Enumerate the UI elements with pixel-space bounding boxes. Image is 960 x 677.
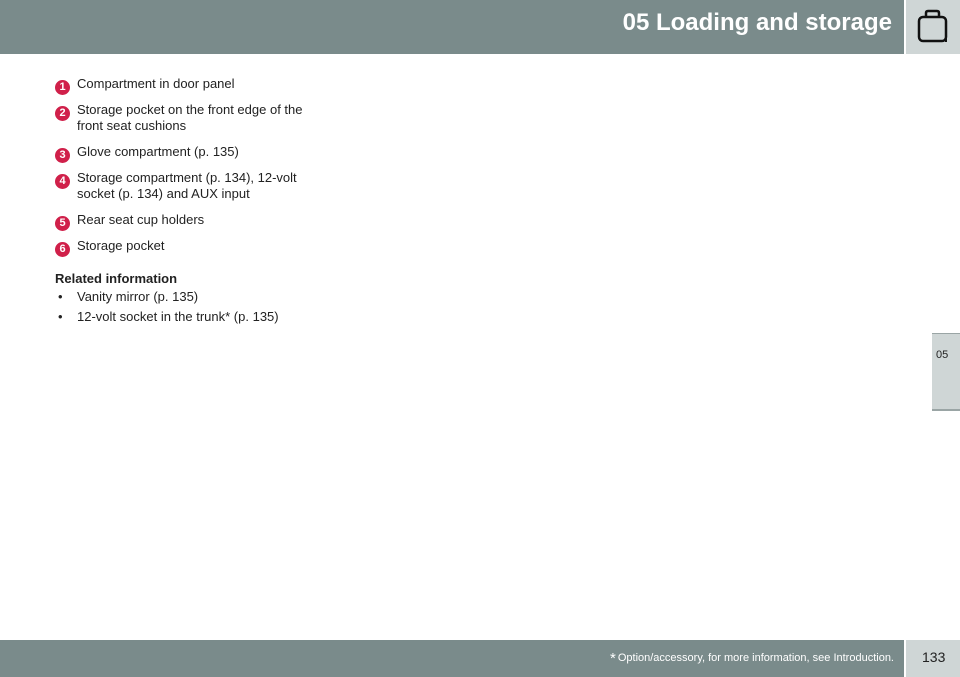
footnote-text: Option/accessory, for more information, see Introduction. [617, 652, 894, 664]
callout-number: 3 [55, 148, 70, 163]
related-link[interactable] [55, 289, 325, 305]
related-info-heading: Related information [55, 271, 178, 286]
chapter-title: 05 Loading and storage [622, 9, 892, 36]
list-item [55, 170, 325, 202]
list-item [55, 144, 325, 160]
item-text: Compartment in door panel [77, 76, 235, 91]
list-item [55, 238, 325, 254]
bullet-icon: • [58, 309, 63, 324]
footnote [610, 650, 894, 667]
page-number: 133 [922, 649, 946, 665]
page-footer [0, 640, 904, 677]
item-text: Storage compartment (p. 134), 12-volt socket (p. 134) and AUX input [77, 170, 297, 201]
callout-number: 1 [55, 80, 70, 95]
list-item [55, 102, 325, 134]
list-item [55, 76, 325, 92]
related-link[interactable] [55, 309, 325, 325]
callout-number: 6 [55, 242, 70, 257]
item-text: Glove compartment (p. 135) [77, 144, 239, 159]
item-text: Rear seat cup holders [77, 212, 205, 227]
asterisk: * [610, 650, 616, 667]
callout-number: 5 [55, 216, 70, 231]
item-text: Storage pocket on the front edge of the front seat cushions [77, 102, 303, 133]
bullet-icon: • [58, 289, 63, 304]
page-number-box [904, 640, 960, 677]
list-item [55, 212, 325, 228]
page-header [0, 0, 904, 54]
item-text: Storage pocket [77, 238, 165, 253]
related-link-text: Vanity mirror (p. 135) [77, 289, 199, 304]
suitcase-icon [916, 8, 950, 44]
callout-number: 4 [55, 174, 70, 189]
chapter-icon-box [904, 0, 960, 54]
related-link-text: 12-volt socket in the trunk* (p. 135) [77, 309, 279, 324]
chapter-side-tab[interactable] [932, 333, 960, 411]
chapter-tab-label: 05 [936, 349, 949, 361]
callout-number: 2 [55, 106, 70, 121]
content-area [55, 76, 325, 329]
